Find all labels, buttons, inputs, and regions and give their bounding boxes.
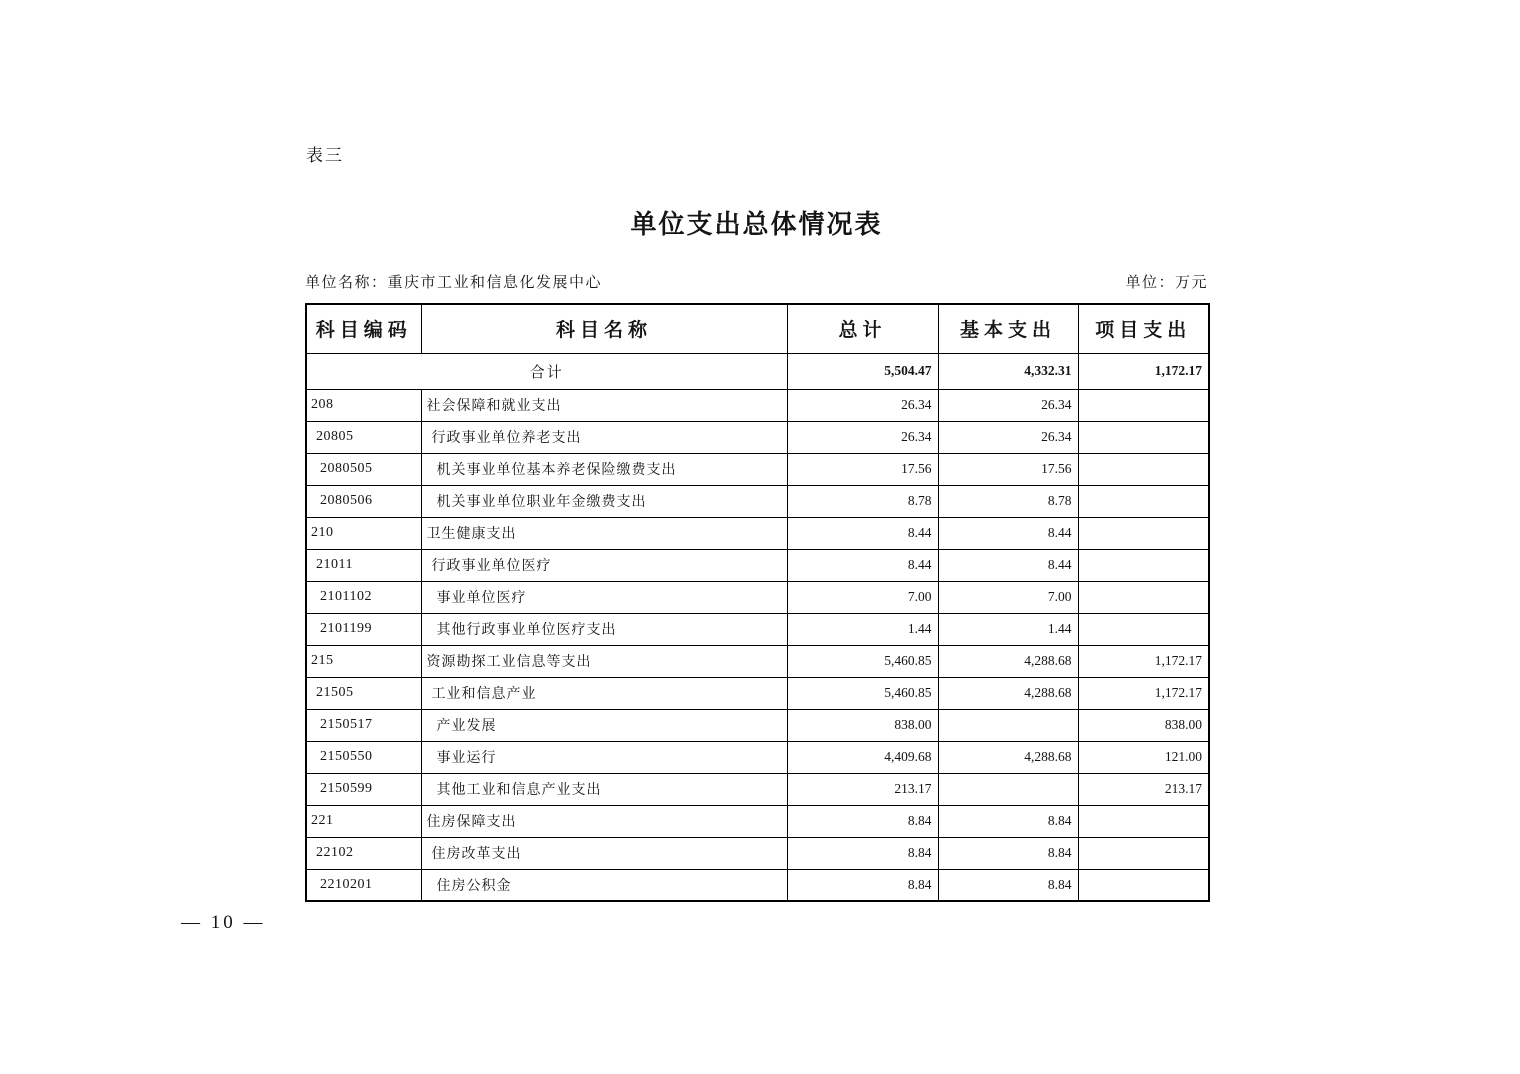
table-row xyxy=(306,741,1209,773)
table-row xyxy=(306,485,1209,517)
basic-cell: 1.44 xyxy=(938,613,1078,645)
basic-cell: 26.34 xyxy=(938,389,1078,421)
basic-cell xyxy=(938,709,1078,741)
unit-name-label: 单位名称：重庆市工业和信息化发展中心 xyxy=(305,275,603,291)
total-cell: 17.56 xyxy=(787,453,938,485)
code-cell: 2101199 xyxy=(306,613,421,645)
code-cell: 21011 xyxy=(306,549,421,581)
total-basic-cell: 4,332.31 xyxy=(938,353,1078,389)
total-cell: 5,460.85 xyxy=(787,677,938,709)
basic-cell: 26.34 xyxy=(938,421,1078,453)
code-cell: 20805 xyxy=(306,421,421,453)
name-cell: 行政事业单位养老支出 xyxy=(421,421,787,453)
table-row xyxy=(306,837,1209,869)
total-cell: 5,460.85 xyxy=(787,645,938,677)
table-row xyxy=(306,453,1209,485)
currency-unit-label: 单位：万元 xyxy=(1125,275,1208,291)
name-cell: 行政事业单位医疗 xyxy=(421,549,787,581)
name-cell: 资源勘探工业信息等支出 xyxy=(421,645,787,677)
name-cell: 机关事业单位基本养老保险缴费支出 xyxy=(421,453,787,485)
table-row xyxy=(306,613,1209,645)
total-cell: 8.44 xyxy=(787,549,938,581)
header-grand-total: 总计 xyxy=(787,304,938,353)
total-cell: 213.17 xyxy=(787,773,938,805)
name-cell: 事业运行 xyxy=(421,741,787,773)
table-row xyxy=(306,421,1209,453)
code-cell: 2101102 xyxy=(306,581,421,613)
table-row xyxy=(306,709,1209,741)
name-cell: 住房公积金 xyxy=(421,869,787,901)
table-body xyxy=(306,353,1209,901)
page-number: — 10 — xyxy=(181,912,266,933)
code-cell: 2210201 xyxy=(306,869,421,901)
header-subject-code: 科目编码 xyxy=(306,304,421,353)
basic-cell: 8.84 xyxy=(938,837,1078,869)
header-subject-name: 科目名称 xyxy=(421,304,787,353)
table-row xyxy=(306,773,1209,805)
header-project-expenditure: 项目支出 xyxy=(1078,304,1209,353)
basic-cell: 17.56 xyxy=(938,453,1078,485)
basic-cell: 4,288.68 xyxy=(938,645,1078,677)
table-row xyxy=(306,869,1209,901)
name-cell: 机关事业单位职业年金缴费支出 xyxy=(421,485,787,517)
code-cell: 221 xyxy=(306,805,421,837)
name-cell: 住房保障支出 xyxy=(421,805,787,837)
project-cell xyxy=(1078,613,1209,645)
name-cell: 住房改革支出 xyxy=(421,837,787,869)
code-cell: 21505 xyxy=(306,677,421,709)
table-row xyxy=(306,549,1209,581)
project-cell xyxy=(1078,485,1209,517)
expenditure-table xyxy=(305,303,1210,902)
total-cell: 8.44 xyxy=(787,517,938,549)
code-cell: 2150599 xyxy=(306,773,421,805)
total-cell: 7.00 xyxy=(787,581,938,613)
total-label-cell: 合计 xyxy=(306,353,787,389)
basic-cell: 8.84 xyxy=(938,869,1078,901)
project-cell: 121.00 xyxy=(1078,741,1209,773)
basic-cell: 7.00 xyxy=(938,581,1078,613)
header-basic-expenditure: 基本支出 xyxy=(938,304,1078,353)
document-title: 单位支出总体情况表 xyxy=(630,210,883,239)
basic-cell: 4,288.68 xyxy=(938,741,1078,773)
project-cell xyxy=(1078,517,1209,549)
basic-cell: 8.84 xyxy=(938,805,1078,837)
table-number-label: 表三 xyxy=(306,146,344,165)
total-cell: 8.84 xyxy=(787,837,938,869)
total-cell: 4,409.68 xyxy=(787,741,938,773)
grand-total-row xyxy=(306,353,1209,389)
table-row xyxy=(306,389,1209,421)
basic-cell: 8.44 xyxy=(938,549,1078,581)
total-sum-cell: 5,504.47 xyxy=(787,353,938,389)
total-cell: 838.00 xyxy=(787,709,938,741)
project-cell xyxy=(1078,389,1209,421)
project-cell xyxy=(1078,805,1209,837)
code-cell: 2080506 xyxy=(306,485,421,517)
project-cell: 1,172.17 xyxy=(1078,645,1209,677)
project-cell: 213.17 xyxy=(1078,773,1209,805)
total-project-cell: 1,172.17 xyxy=(1078,353,1209,389)
name-cell: 其他工业和信息产业支出 xyxy=(421,773,787,805)
total-cell: 8.84 xyxy=(787,869,938,901)
code-cell: 2150550 xyxy=(306,741,421,773)
project-cell xyxy=(1078,581,1209,613)
total-cell: 26.34 xyxy=(787,421,938,453)
table-row xyxy=(306,805,1209,837)
table-row xyxy=(306,677,1209,709)
project-cell xyxy=(1078,549,1209,581)
code-cell: 215 xyxy=(306,645,421,677)
code-cell: 208 xyxy=(306,389,421,421)
project-cell xyxy=(1078,837,1209,869)
table-row xyxy=(306,517,1209,549)
table-meta-row xyxy=(305,271,1208,292)
code-cell: 210 xyxy=(306,517,421,549)
name-cell: 事业单位医疗 xyxy=(421,581,787,613)
table-row xyxy=(306,645,1209,677)
table-header-row xyxy=(306,304,1209,353)
project-cell xyxy=(1078,421,1209,453)
name-cell: 产业发展 xyxy=(421,709,787,741)
name-cell: 工业和信息产业 xyxy=(421,677,787,709)
basic-cell xyxy=(938,773,1078,805)
name-cell: 社会保障和就业支出 xyxy=(421,389,787,421)
total-cell: 8.84 xyxy=(787,805,938,837)
name-cell: 其他行政事业单位医疗支出 xyxy=(421,613,787,645)
code-cell: 2150517 xyxy=(306,709,421,741)
code-cell: 2080505 xyxy=(306,453,421,485)
basic-cell: 8.78 xyxy=(938,485,1078,517)
total-cell: 8.78 xyxy=(787,485,938,517)
name-cell: 卫生健康支出 xyxy=(421,517,787,549)
project-cell: 838.00 xyxy=(1078,709,1209,741)
table-row xyxy=(306,581,1209,613)
project-cell xyxy=(1078,453,1209,485)
project-cell: 1,172.17 xyxy=(1078,677,1209,709)
project-cell xyxy=(1078,869,1209,901)
basic-cell: 8.44 xyxy=(938,517,1078,549)
total-cell: 1.44 xyxy=(787,613,938,645)
code-cell: 22102 xyxy=(306,837,421,869)
total-cell: 26.34 xyxy=(787,389,938,421)
basic-cell: 4,288.68 xyxy=(938,677,1078,709)
